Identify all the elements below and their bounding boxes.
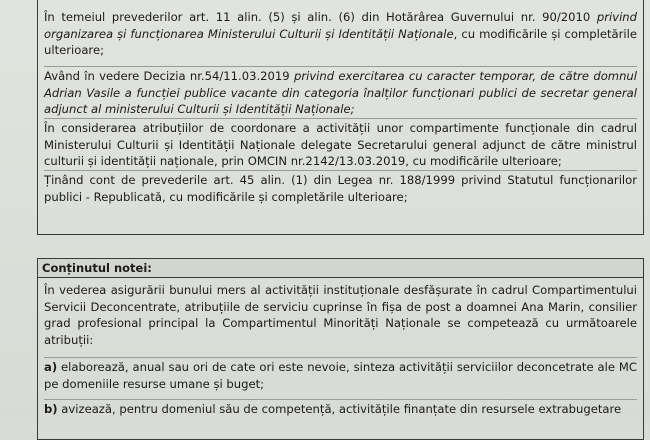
paragraph-intro: În vederea asigurării bunului mers al activității instituționale desfășurate în cadrul Compartimentului Servicii Deconcentrate, atribuțiile de serviciu cuprinse în fișa de post a doamnei Ana Marin, consilier grad profesional principal la Compartimentul Minorități Naționale se competează cu următoarele atribuții:	[44, 283, 637, 347]
text-run: , cu modificările și completările ulterioare;	[44, 26, 637, 57]
paragraph-legal-basis-2	[44, 66, 637, 118]
section-header: Conținutul notei:	[38, 259, 643, 278]
text-run-italic: privind organizarea și funcționarea Ministerului Culturii și Identității Naționale	[44, 10, 637, 41]
paragraph-legal-basis-1	[44, 8, 637, 59]
list-item-text: avizează, pentru domeniul său de competență, activitățile finanțate din resursele extrabugetare	[61, 402, 622, 416]
list-item-a	[44, 357, 637, 392]
paragraph-legal-basis-3	[44, 118, 637, 170]
list-item-label: b)	[44, 402, 58, 416]
list-item-b	[44, 399, 637, 418]
note-content-section	[37, 258, 644, 440]
legal-basis-section	[37, 0, 644, 235]
text-run: În considerarea atribuțiilor de coordonare a activității unor compartimente funcționale din cadrul Ministerului Culturii și Identității Naționale delegate Secretarului general adjunct de către ministrul culturii și identității naționale, prin OMCIN nr.2142/13.03.2019, cu modificările ulterioare;	[44, 121, 637, 168]
text-run: În temeiul prevederilor art. 11 alin. (5) și alin. (6) din Hotărârea Guvernului nr. 90/2010	[44, 10, 597, 24]
text-run: Ținând cont de prevederile art. 45 alin. (1) din Legea nr. 188/1999 privind Statutul funcționarilor publici - Republicată, cu modificările și completările ulterioare;	[44, 173, 637, 204]
list-item-label: a)	[44, 360, 58, 374]
paragraph-legal-basis-4	[44, 170, 637, 205]
text-run-italic: privind exercitarea cu caracter temporar, de către domnul Adrian Vasile a funcției publice vacante din categoria înalților funcționari publici de secretar general adjunct al ministerului Culturii și Identității Naționale;	[44, 69, 637, 116]
text-run: Având în vedere Decizia nr.54/11.03.2019	[44, 69, 294, 83]
list-item-text: elaborează, anual sau ori de cate ori este nevoie, sinteza activității serviciilor deconcetrate ale MC pe domeniile resurse umane și buget;	[44, 360, 638, 391]
